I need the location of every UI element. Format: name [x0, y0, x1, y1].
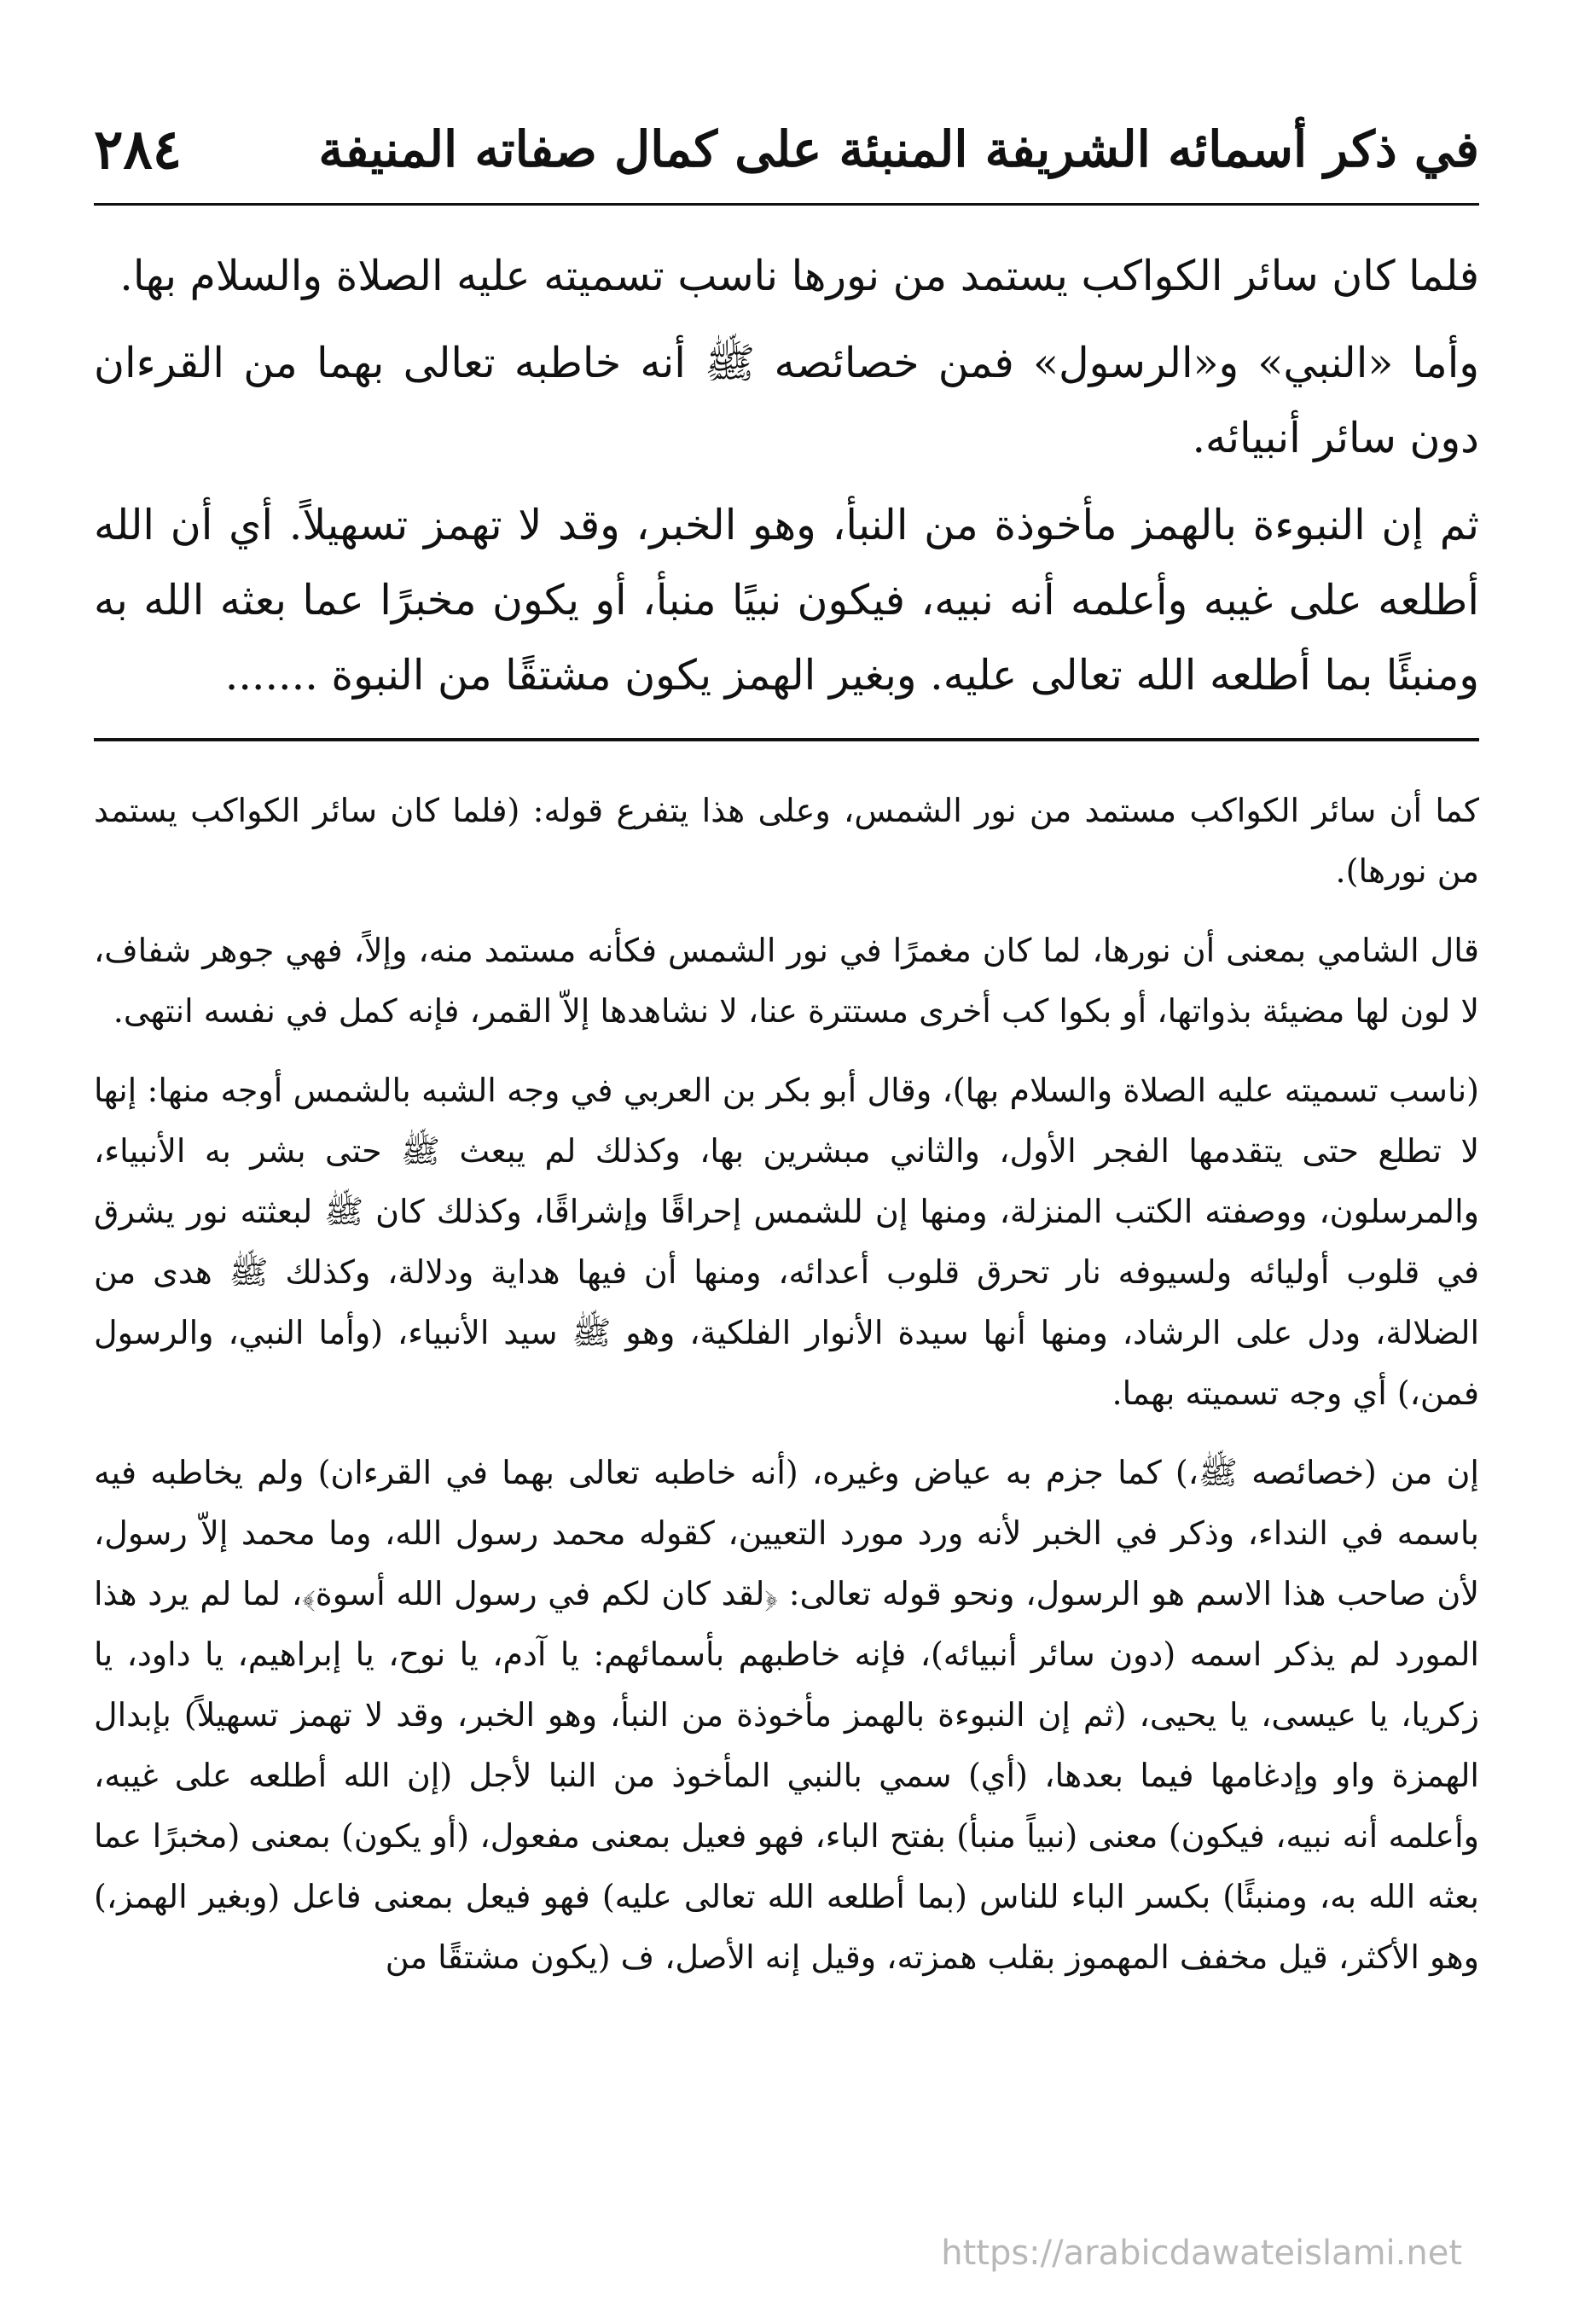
page-header: [94, 102, 1479, 196]
commentary-paragraph: كما أن سائر الكواكب مستمد من نور الشمس، وعلى هذا يتفرع قوله: (فلما كان سائر الكواكب يستمد من نورها).: [94, 792, 1479, 890]
commentary-paragraph: (ناسب تسميته عليه الصلاة والسلام بها)، وقال أبو بكر بن العربي في وجه الشبه بالشمس أوجه منها: إنها لا تطلع حتى يتقدمها الفجر الأول، والثاني مبشرين بها، وكذلك لم يبعث ﷺ حتى بشر به الأنبياء، والمرسلون، ووصفته الكتب المنزلة، ومنها إن للشمس إحراقًا وإشراقًا، وكذلك كان ﷺ لبعثته نور يشرق في قلوب أوليائه ولسيوفه نار تحرق قلوب أعدائه، ومنها أن فيها هداية ودلالة، وكذلك ﷺ هدى من الضلالة، ودل على الرشاد، ومنها أنها سيدة الأنوار الفلكية، وهو ﷺ سيد الأنبياء، (وأما النبي، والرسول فمن،) أي وجه تسميته بهما.: [94, 1072, 1479, 1412]
page-number: ٢٨٤: [94, 117, 183, 182]
watermark-url: https://arabicdawateislami.net: [941, 2234, 1462, 2273]
commentary-paragraph: إن من (خصائصه ﷺ،) كما جزم به عياض وغيره، (أنه خاطبه تعالى بهما في القرءان) ولم يخاطبه فيه باسمه في النداء، وذكر في الخبر لأنه ورد مورد التعيين، كقوله محمد رسول الله، وما محمد إلاّ رسول، لأن صاحب هذا الاسم هو الرسول، ونحو قوله تعالى: ﴿لقد كان لكم في رسول الله أسوة﴾، لما لم يرد هذا المورد لم يذكر اسمه (دون سائر أنبيائه)، فإنه خاطبهم بأسمائهم: يا آدم، يا نوح، يا إبراهيم، يا داود، يا زكريا، يا عيسى، يا يحيى، (ثم إن النبوءة بالهمز مأخوذة من النبأ، وهو الخبر، وقد لا تهمز تسهيلاً) بإبدال الهمزة واو وإدغامها فيما بعدها، (أي) سمي بالنبي المأخوذ من النبا لأجل (إن الله أطلعه على غيبه، وأعلمه أنه نبيه، فيكون) معنى (نبياً منبأ) بفتح الباء، فهو فعيل بمعنى مفعول، (أو يكون) بمعنى (مخبرًا عما بعثه الله به، ومنبئًا) بكسر الباء للناس (بما أطلعه الله تعالى عليه) فهو فيعل بمعنى فاعل (وبغير الهمز،) وهو الأكثر، قيل مخفف المهموز بقلب همزته، وقيل إنه الأصل، ف (يكون مشتقًا من: [94, 1454, 1479, 1976]
commentary-text: [94, 781, 1479, 2007]
main-paragraph: فلما كان سائر الكواكب يستمد من نورها ناسب تسميته عليه الصلاة والسلام بها.: [119, 252, 1479, 300]
main-paragraph: ثم إن النبوءة بالهمز مأخوذة من النبأ، وهو الخبر، وقد لا تهمز تسهيلاً. أي أن الله أطلعه على غيبه وأعلمه أنه نبيه، فيكون نبيًا منبأ، أو يكون مخبرًا عما بعثه الله به ومنبئًا بما أطلعه الله تعالى عليه. وبغير الهمز يكون مشتقًا من النبوة .......: [94, 501, 1479, 700]
main-paragraph: وأما «النبي» و«الرسول» فمن خصائصه ﷺ أنه خاطبه تعالى بهما من القرءان دون سائر أنبيائه.: [94, 339, 1479, 462]
commentary-paragraph: قال الشامي بمعنى أن نورها، لما كان مغمرًا في نور الشمس فكأنه مستمد منه، وإلاً، فهي جوهر شفاف، لا لون لها مضيئة بذواتها، أو بكوا كب أخرى مستترة عنا، لا نشاهدها إلاّ القمر، فإنه كمل في نفسه انتهى.: [94, 932, 1479, 1030]
header-rule: [94, 203, 1479, 206]
running-title: في ذكر أسمائه الشريفة المنبئة على كمال صفاته المنيفة: [318, 120, 1479, 178]
section-divider: [94, 738, 1479, 741]
main-text: [94, 239, 1479, 725]
